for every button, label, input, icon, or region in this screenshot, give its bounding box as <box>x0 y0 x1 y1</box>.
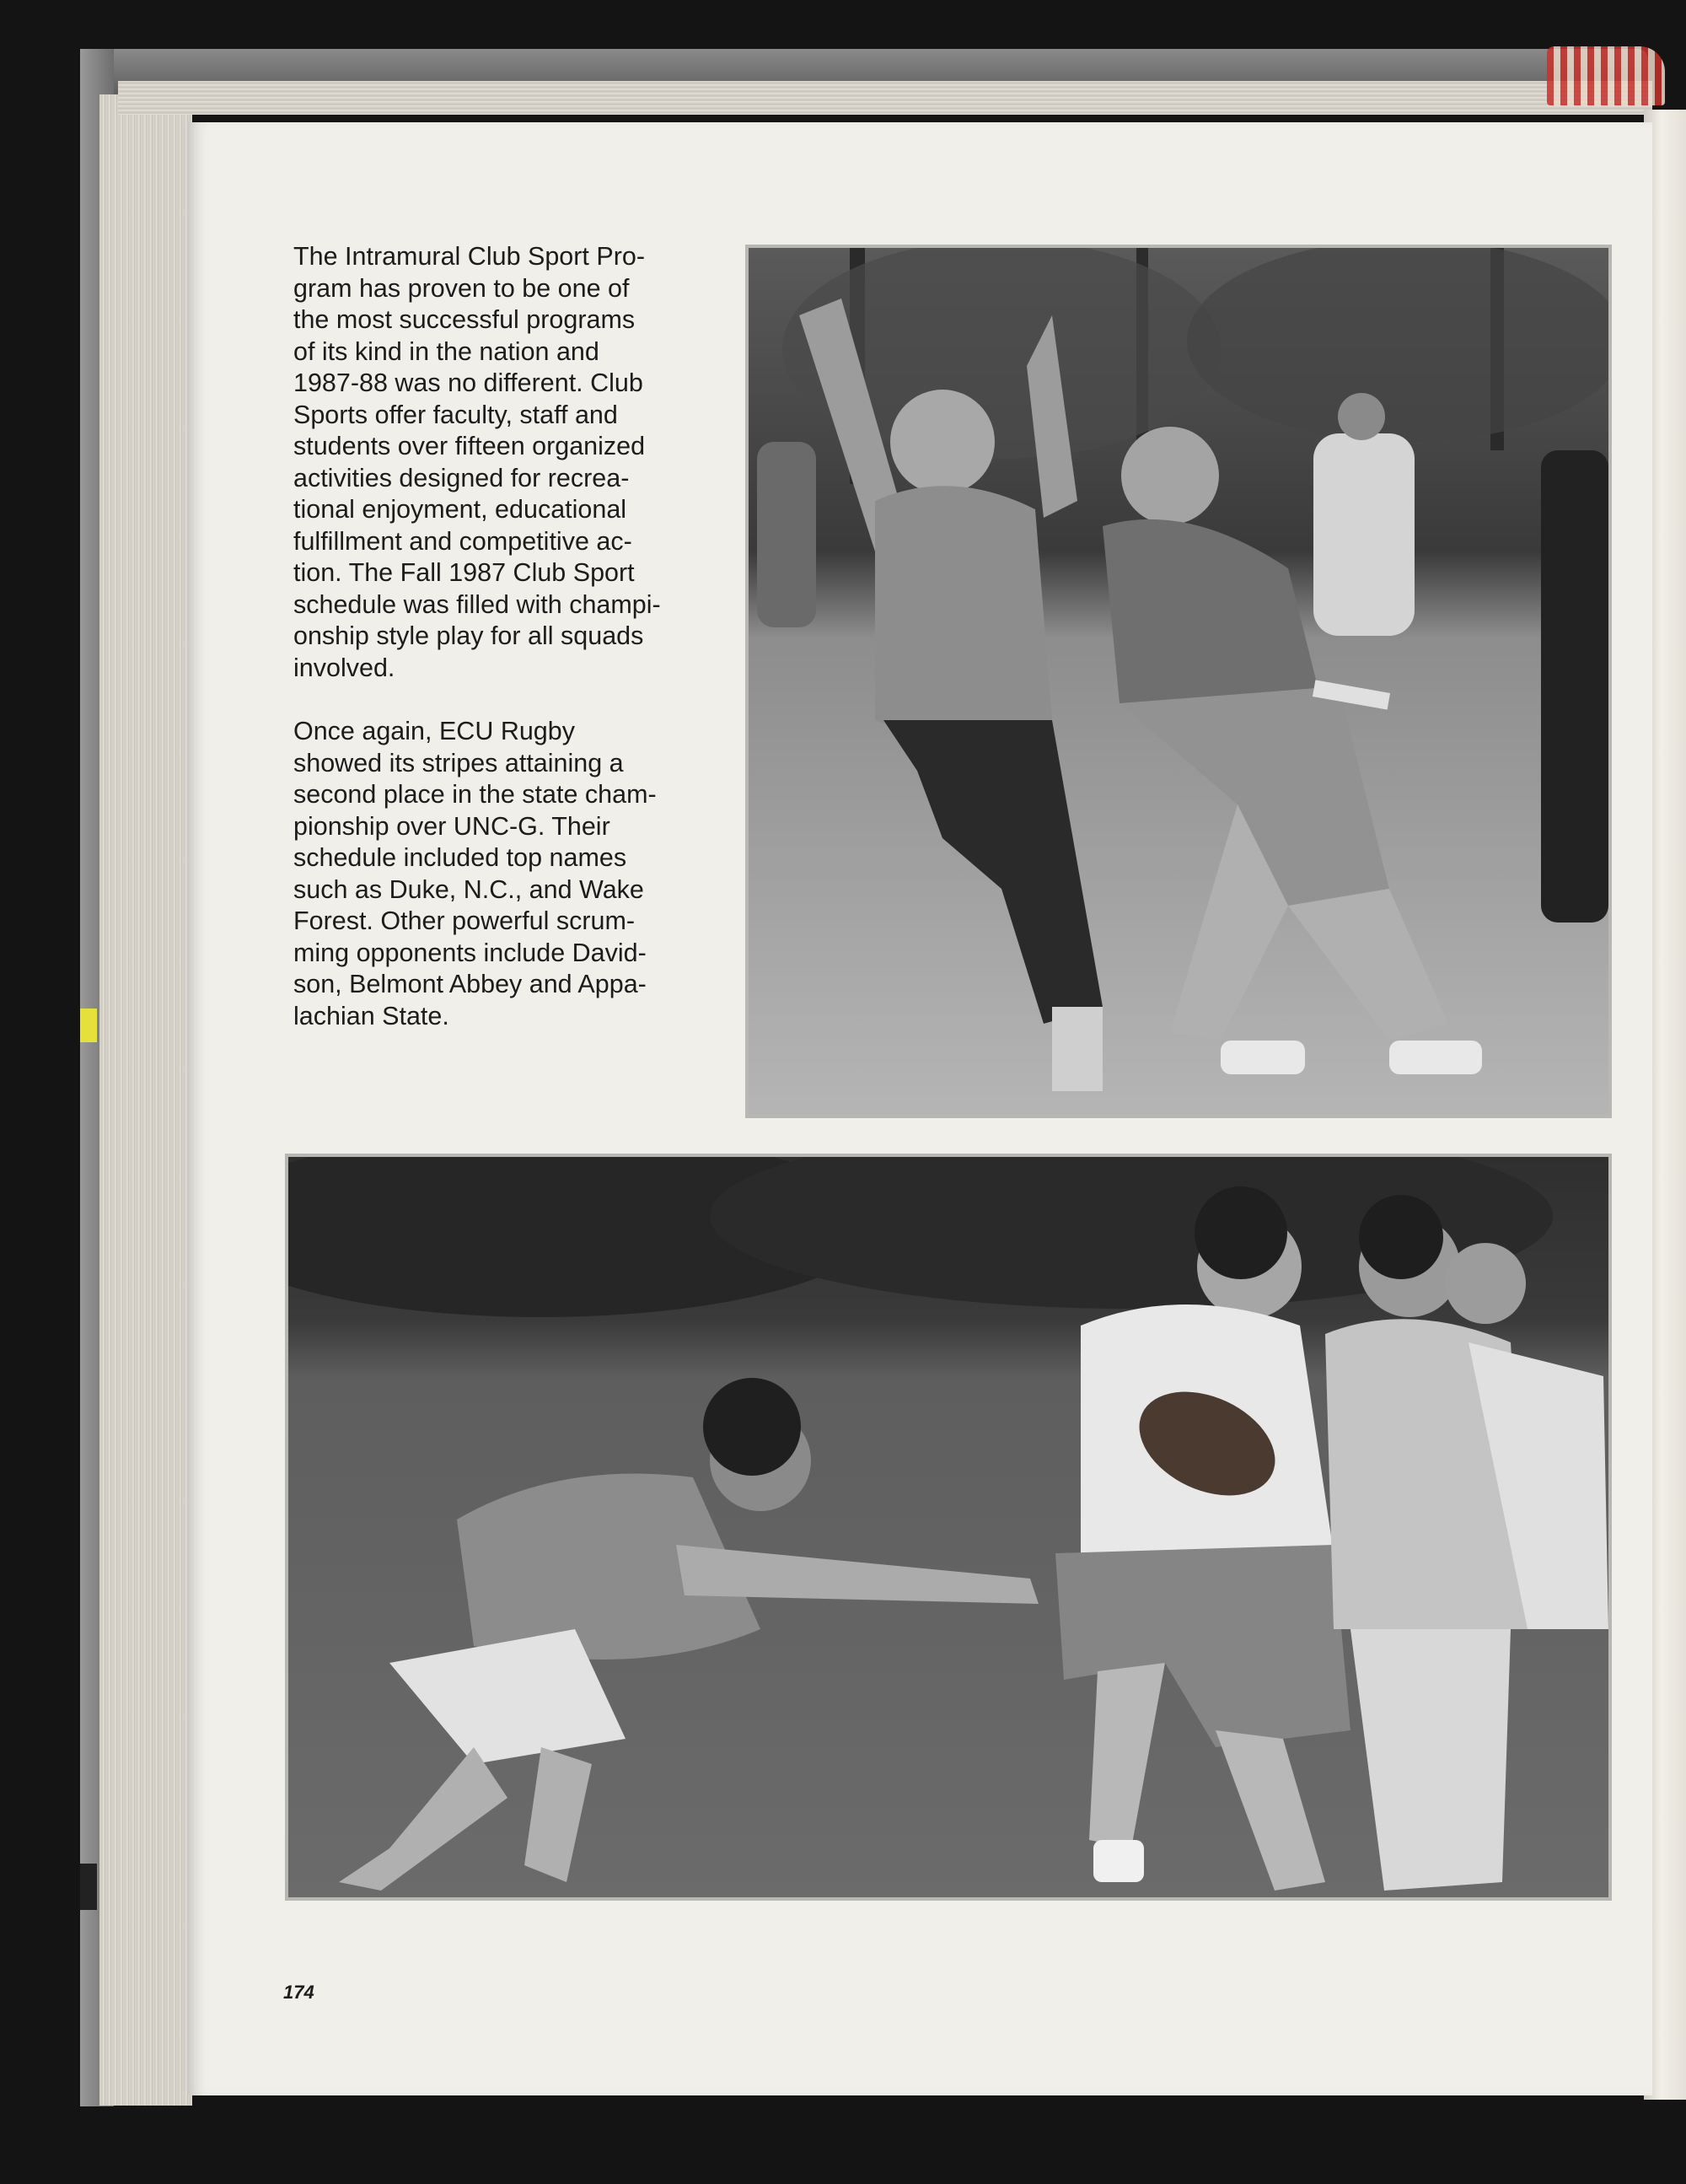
page-stack-top <box>118 81 1652 115</box>
page-number: 174 <box>283 1982 314 2003</box>
top-photo-image <box>749 248 1608 1115</box>
article-text <box>293 241 715 1032</box>
page-stack-left <box>99 94 192 2106</box>
ribbon-bookmark <box>1547 46 1665 105</box>
article-paragraph-1: The Intramural Club Sport Pro- gram has proven to be one of the most successful programs of its kind in the nation and 1987-88 was no different. Club Sports offer faculty, staff and students over fifteen organized activities designed for recrea- tional enjoyment, educational fulfillment and competitive ac- tion. The Fall 1987 Club Sport schedule was filled with champi- onship style play for all squads involved. <box>293 242 661 682</box>
top-photo <box>745 245 1612 1118</box>
page-tab-dark <box>80 1864 97 1910</box>
bottom-photo-image <box>288 1157 1608 1897</box>
bottom-photo <box>285 1154 1612 1901</box>
article-paragraph-2: Once again, ECU Rugby showed its stripes attaining a second place in the state cham- pionship over UNC-G. Their schedule included top names such as Duke, N.C., and Wake Forest. Other powerful scrum- ming opponents include David- son, Belmont Abbey and Appa- lachian State. <box>293 717 657 1030</box>
page-tab-yellow <box>80 1009 97 1042</box>
